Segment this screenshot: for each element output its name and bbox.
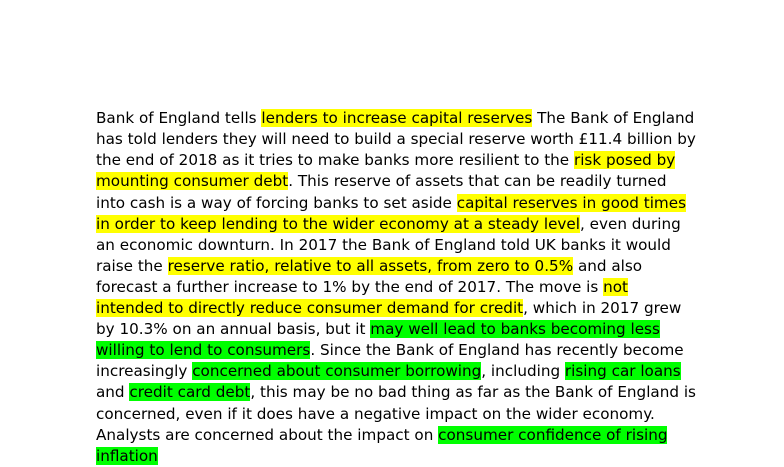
highlighted-phrase: risk posed by mounting consumer debt <box>96 151 676 191</box>
highlighted-phrase: lenders to increase capital reserves <box>261 109 533 128</box>
text-segment: , including <box>481 362 565 381</box>
text-segment: The Bank of England has told lenders they will need to build a special reserve worth £11.4 billion by the end of 2018 as it tries to make banks more resilient to the <box>96 109 696 170</box>
highlighted-phrase: concerned about consumer borrowing <box>192 362 482 381</box>
highlighted-phrase: capital reserves in good times in order to keep lending to the wider economy at a steady level <box>96 193 686 233</box>
text-segment: , this may be no bad thing as far as the Bank of England is concerned, even if it does have a negative impact on the wider economy. Analysts are concerned about the impact on <box>96 383 696 444</box>
article-paragraph <box>96 108 696 467</box>
text-segment: and also forecast a further increase to 1% by the end of 2017. The move is <box>96 256 643 296</box>
highlighted-phrase: rising car loans <box>564 362 681 381</box>
highlighted-phrase: credit card debt <box>129 383 251 402</box>
text-segment: . Since the Bank of England has recently become increasingly <box>96 341 684 381</box>
highlighted-phrase: reserve ratio, relative to all assets, from zero to 0.5% <box>167 256 574 275</box>
text-segment: , even during an economic downturn. In 2017 the Bank of England told UK banks it would raise the <box>96 214 681 275</box>
text-segment: , which in 2017 grew by 10.3% on an annual basis, but it <box>96 299 682 339</box>
highlighted-phrase: not intended to directly reduce consumer demand for credit <box>96 277 629 318</box>
text-segment: and <box>96 383 130 402</box>
text-segment: Bank of England tells <box>96 109 262 128</box>
text-segment: . This reserve of assets that can be readily turned into cash is a way of forcing banks to set aside <box>96 172 667 212</box>
highlighted-phrase: may well lead to banks becoming less willing to lend to consumers <box>96 320 660 360</box>
highlighted-phrase: consumer confidence of rising inflation <box>96 425 668 465</box>
